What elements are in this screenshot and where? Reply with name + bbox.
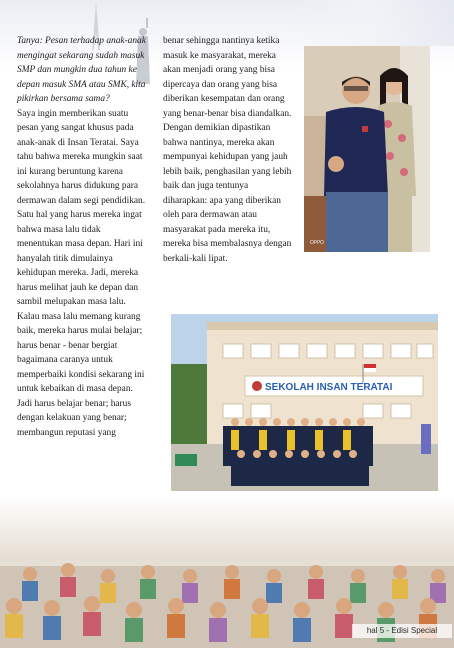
header-ornament: [284, 0, 454, 46]
photo-fade-overlay: [0, 496, 454, 556]
page-footer: hal 5 - Edisi Special: [352, 624, 452, 638]
photo-school-building: [171, 314, 438, 491]
article-middle-column: [163, 34, 293, 266]
school-illustration: [171, 314, 438, 491]
photo-watermark: OPPO: [310, 240, 324, 246]
school-sign-text: SEKOLAH INSAN TERATAI: [265, 382, 393, 393]
couple-illustration: [304, 46, 430, 252]
photo-couple: [304, 46, 430, 252]
article-left-column: [17, 34, 147, 440]
interview-question: Tanya: Pesan terhadap anak-anak mengingat sekarang sudah masuk SMP dan mungkin dua tahun ke depan masuk SMA atau SMK, kita pikirkan bersama sama?: [17, 36, 146, 104]
answer-paragraph-1: Saya ingin memberikan suatu pesan yang sangat khusus pada anak-anak di Insan Teratai. Saya tahu bahwa mereka mungkin saat ini kurang beruntung karena sekolahnya harus didukung para dermawan dalam segi pendidikan. Satu hal yang harus mereka ingat bahwa masa lalu tidak menentukan masa depan. Hari ini hanyalah titik dimulainya kehidupan mereka. Jadi, mereka harus melihat jauh ke depan dan sambil melupakan masa lalu. Kalau masa lalu memang kurang baik, mereka harus mulai belajar; harus benar - benar bergiat bagaimana caranya untuk memperbaiki kondisi sekarang ini untuk kebaikan di masa depan. Jadi harus belajar benar; harus dengan kelakuan yang benar; membangun reputasi yang: [17, 108, 146, 438]
answer-paragraph-2: benar sehingga nantinya ketika masuk ke masyarakat, mereka akan menjadi orang yang bisa dipercaya dan orang yang bisa diberikan kesempatan dan orang yang benar-benar bisa diandalkan. Dengan demikian dipastikan bahwa nantinya, mereka akan mempunyai kehidupan yang jauh lebih baik, penghasilan yang lebih baik dan juga tentunya diharapkan: apa yang diberikan oleh para dermawan atau masyarakat pada mereka itu, mereka bisa membalasnya dengan berkali-kali lipat.: [163, 36, 292, 264]
